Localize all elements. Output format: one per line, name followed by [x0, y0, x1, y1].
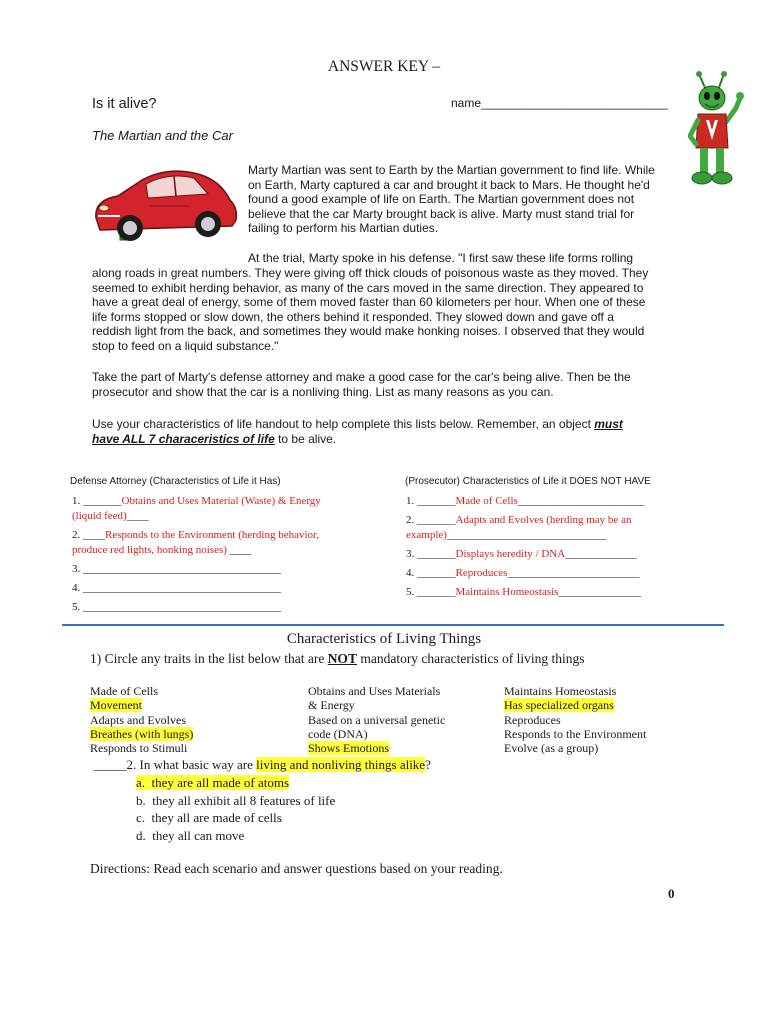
story-line: stop to feed on a liquid substance."	[92, 338, 279, 353]
story-line: on Earth, Marty captured a car and brought it back to Mars. He thought he'd	[248, 177, 650, 192]
question-2: _____2. In what basic way are living and nonliving things alike?	[94, 757, 431, 772]
prosecutor-heading: (Prosecutor) Characteristics of Life it DOES NOT HAVE	[405, 476, 651, 487]
trait-option[interactable]: Responds to Stimuli	[90, 741, 188, 756]
prosecutor-item-4[interactable]: 4. _______Reproduces________________________	[406, 567, 640, 579]
name-field[interactable]: name____________________________	[451, 96, 668, 110]
prosecutor-item-2[interactable]: 2. _______Adapts and Evolves (herding may be an	[406, 514, 632, 526]
trait-option[interactable]: Movement	[90, 698, 142, 713]
question-1: 1) Circle any traits in the list below that are NOT mandatory characteristics of living things	[90, 651, 585, 666]
choice-d[interactable]: d. they all can move	[136, 827, 245, 843]
instruction-text: Use your characteristics of life handout to help complete this lists below. Remember, an object	[92, 417, 595, 431]
story-line: Marty Martian was sent to Earth by the Martian government to find life. While	[248, 163, 655, 177]
story-line: reddish light from the back, and sometimes they would make honking noises. I observed that they would	[92, 324, 645, 339]
worksheet-heading: Is it alive?	[92, 96, 157, 112]
emphasis-must: must	[594, 417, 623, 431]
section-title: Characteristics of Living Things	[286, 631, 482, 647]
answer-choices	[136, 774, 335, 844]
trait-option[interactable]: Maintains Homeostasis	[504, 684, 617, 698]
defense-item-4[interactable]: 4. ____________________________________	[72, 582, 281, 594]
trait-option[interactable]: Made of Cells	[90, 684, 158, 698]
prosecutor-item-3[interactable]: 3. _______Displays heredity / DNA_____________	[406, 548, 637, 560]
story-title: The Martian and the Car	[92, 128, 233, 143]
page-title: ANSWER KEY –	[327, 58, 441, 75]
trait-option[interactable]: Breathes (with lungs)	[90, 726, 194, 741]
emphasis-all-seven: have ALL 7 characeristics of life	[92, 431, 275, 446]
choice-c[interactable]: c. they all are made of cells	[136, 810, 282, 826]
prosecutor-item-1[interactable]: 1. _______Made of Cells_______________________	[406, 495, 645, 507]
red-car-illustration	[90, 160, 240, 252]
prosecutor-item-5[interactable]: 5. _______Maintains Homeostasis_______________	[406, 586, 641, 598]
story-line: along roads in great numbers. They were giving off thick clouds of poisonous waste as they moved. They	[92, 266, 649, 280]
story-line: believe that the car Marty brought back is alive. Marty must stand trial for	[248, 206, 635, 221]
trait-option[interactable]: Shows Emotions	[308, 741, 390, 756]
trait-option[interactable]: Has specialized organs	[504, 698, 614, 713]
defense-item-5[interactable]: 5. ____________________________________	[72, 601, 281, 613]
story-line: failing to perform his Martian duties.	[248, 221, 439, 236]
prosecutor-list	[406, 494, 706, 600]
story-line: prosecutor and show that the car is a nonliving thing. List as many reasons as you can.	[92, 384, 554, 399]
traits-column-1	[90, 684, 193, 755]
traits-column-2	[308, 684, 445, 755]
instruction-text: to be alive.	[274, 431, 337, 446]
traits-column-3	[504, 684, 646, 755]
story-intro-paragraph	[248, 163, 680, 236]
trait-option[interactable]: Obtains and Uses Materials	[308, 684, 441, 698]
task-paragraph	[92, 370, 682, 399]
story-line: Take the part of Marty's defense attorney and make a good case for the car's being alive. Then be the	[92, 370, 631, 384]
trait-option[interactable]: Reproduces	[504, 712, 561, 727]
defense-item-1[interactable]: 1. _______Obtains and Uses Material (Waste) & Energy	[72, 495, 321, 507]
trait-option[interactable]: & Energy	[308, 698, 355, 713]
emphasis-not: NOT	[327, 651, 357, 666]
defense-item-2-cont: produce red lights, honking noises) ____	[72, 544, 252, 556]
defense-paragraph	[92, 266, 682, 354]
defense-first-line: At the trial, Marty spoke in his defense. "I first saw these life forms rolling	[248, 251, 634, 265]
trait-option[interactable]: Adapts and Evolves	[90, 712, 186, 727]
story-line: have a great deal of energy, some of them moved faster than 60 kilometers per hour. When one of these	[92, 295, 646, 310]
prosecutor-item-2-cont: example)_____________________________	[406, 529, 607, 541]
defense-item-3[interactable]: 3. ____________________________________	[72, 563, 281, 575]
defense-item-1-cont: (liquid feed)____	[72, 510, 149, 522]
section-divider	[62, 624, 724, 626]
instruction-paragraph	[92, 417, 682, 446]
trait-option[interactable]: code (DNA)	[308, 726, 368, 741]
trait-option[interactable]: Responds to the Environment	[504, 726, 647, 741]
defense-list	[72, 494, 372, 615]
choice-b[interactable]: b. they all exhibit all 8 features of life	[136, 792, 336, 808]
defense-item-2[interactable]: 2. ____Responds to the Environment (herding behavior,	[72, 529, 320, 541]
choice-a[interactable]: a. they are all made of atoms	[136, 775, 290, 790]
story-line: found a good example of life on Earth. The Martian government does not	[248, 192, 635, 207]
trait-option[interactable]: Evolve (as a group)	[504, 741, 599, 756]
story-line: seemed to exhibit herding behavior, as many of the cars moved in the same direction. They appeared to	[92, 280, 644, 295]
page-number: 0	[668, 886, 675, 901]
directions-text: Directions: Read each scenario and answer questions based on your reading.	[90, 861, 503, 876]
trait-option[interactable]: Based on a universal genetic	[308, 712, 446, 727]
story-line: life forms stopped or slow down, the others behind it responded. They slowed down and gave off a	[92, 309, 614, 324]
martian-illustration	[688, 70, 744, 190]
defense-heading: Defense Attorney (Characteristics of Life it Has)	[70, 476, 281, 487]
